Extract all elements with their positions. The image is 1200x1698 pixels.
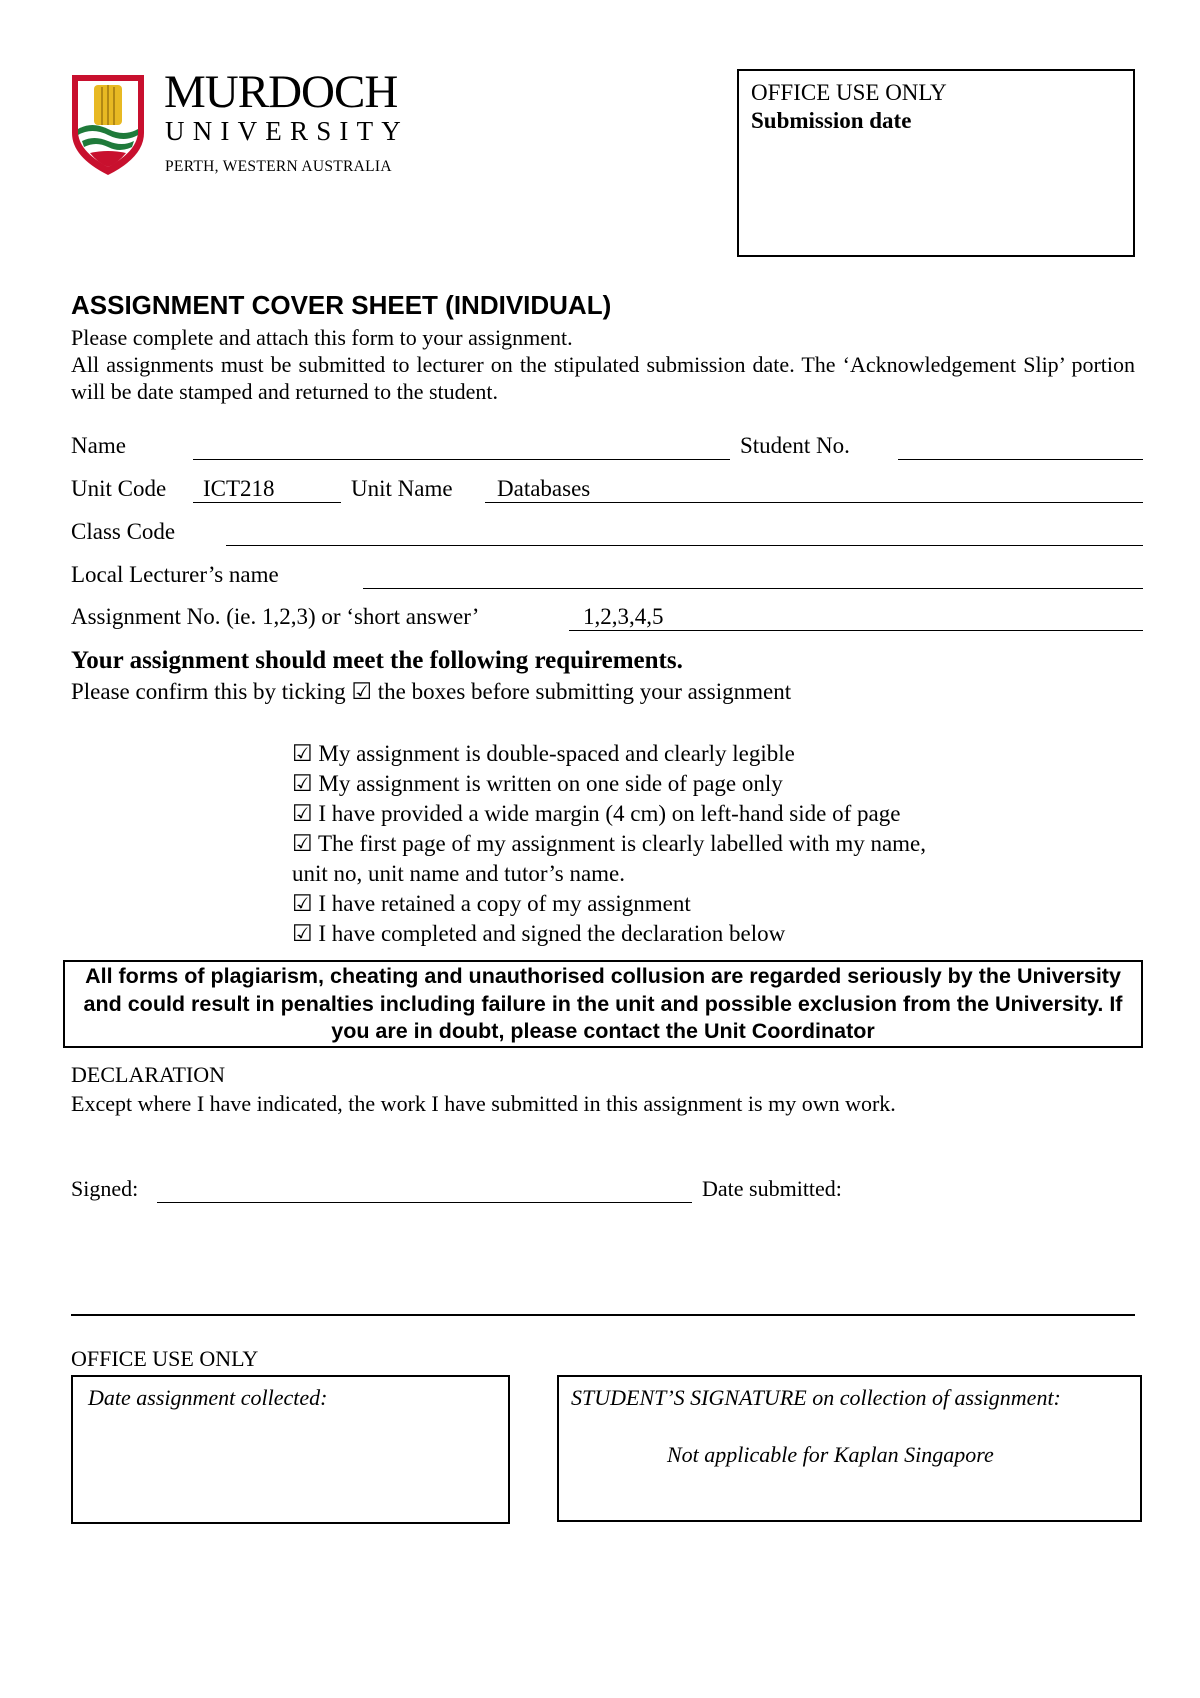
assignment-no-value: 1,2,3,4,5 [583,604,664,629]
student-no-label: Student No. [740,433,850,458]
office-use-bottom-title: OFFICE USE ONLY [71,1346,259,1371]
requirement-continuation: unit no, unit name and tutor’s name. [292,861,626,886]
signed-label: Signed: [71,1176,139,1201]
unit-name-label: Unit Name [351,476,453,501]
lecturer-field[interactable] [363,588,1143,589]
logo-subtitle: UNIVERSITY [165,116,409,146]
date-collected-label: Date assignment collected: [88,1385,328,1410]
requirement-item [292,740,795,768]
checkbox-icon[interactable]: ☑ [292,921,313,946]
requirement-text: I have retained a copy of my assignment [318,891,691,916]
name-label: Name [71,433,126,458]
student-signature-label: STUDENT’S SIGNATURE on collection of assignment: [571,1385,1061,1410]
intro-line-2: All assignments must be submitted to lecturer on the stipulated submission date. The ‘Acknowledgement Slip’ portion will be date stamped and returned to the student. [71,352,1135,404]
checkbox-icon[interactable]: ☑ [292,891,313,916]
class-code-field[interactable] [226,545,1143,546]
divider [71,1314,1135,1316]
assignment-no-label: Assignment No. (ie. 1,2,3) or ‘short answer’ [71,604,480,629]
logo-location: PERTH, WESTERN AUSTRALIA [165,158,392,175]
lecturer-label: Local Lecturer’s name [71,562,279,587]
declaration-text: Except where I have indicated, the work I have submitted in this assignment is my own work. [71,1091,896,1116]
requirement-text: I have completed and signed the declaration below [318,921,786,946]
checkbox-icon[interactable]: ☑ [292,831,313,856]
requirement-text: I have provided a wide margin (4 cm) on left-hand side of page [318,801,901,826]
requirement-item [292,830,926,858]
student-no-field[interactable] [898,459,1143,460]
requirements-confirm-text: Please confirm this by ticking ☑ the boxes before submitting your assignment [71,679,792,704]
checkbox-icon[interactable]: ☑ [292,741,313,766]
requirement-text: My assignment is written on one side of page only [318,771,783,796]
page-title: ASSIGNMENT COVER SHEET (INDIVIDUAL) [71,290,612,320]
requirement-text: The first page of my assignment is clearly labelled with my name, [317,831,927,856]
requirement-item [292,770,783,798]
checkbox-icon[interactable]: ☑ [292,801,313,826]
intro-text [71,324,1135,405]
office-use-title: OFFICE USE ONLY [751,80,947,105]
intro-line-1: Please complete and attach this form to your assignment. [71,325,573,350]
class-code-label: Class Code [71,519,176,544]
declaration-title: DECLARATION [71,1062,225,1087]
plagiarism-warning-text: All forms of plagiarism, cheating and unauthorised collusion are regarded seriously by the University and could result in penalties including failure in the unit and possible exclusion from the University. If you are in doubt, please contact the Unit Coordinator [83,964,1123,1043]
signature-note: Not applicable for Kaplan Singapore [667,1442,994,1467]
unit-code-value: ICT218 [203,476,275,501]
checkbox-icon[interactable]: ☑ [292,771,313,796]
requirement-item [292,890,691,918]
logo-wordmark: MURDOCH [164,66,398,118]
requirements-heading: Your assignment should meet the following requirements. [71,647,683,674]
requirement-text: My assignment is double-spaced and clearly legible [318,741,795,766]
university-crest-icon [72,75,144,175]
unit-name-value: Databases [497,476,591,501]
name-field[interactable] [193,459,730,460]
signature-field[interactable] [157,1202,692,1203]
date-submitted-label: Date submitted: [702,1176,842,1201]
unit-code-label: Unit Code [71,476,167,501]
submission-date-label: Submission date [751,108,912,133]
requirement-item [292,800,900,828]
requirement-item [292,920,785,948]
